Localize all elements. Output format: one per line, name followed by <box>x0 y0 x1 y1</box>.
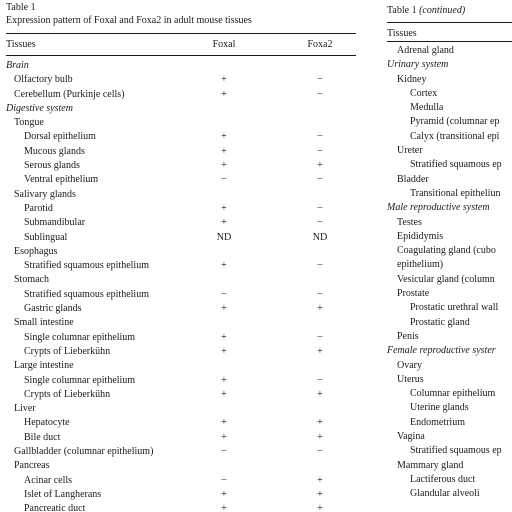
table-row <box>6 288 356 302</box>
continued-top-rule <box>387 22 512 23</box>
foxa1-value: + <box>221 431 227 443</box>
tissue-name: Adrenal gland <box>397 45 454 56</box>
tissue-name: Cerebellum (Purkinje cells) <box>14 88 125 100</box>
tissue-name: Pyramid (columnar ep <box>410 116 500 128</box>
tissue-name: Mucous glands <box>24 145 85 157</box>
table-row <box>6 245 356 259</box>
table-row <box>6 374 356 388</box>
table-row <box>6 231 356 245</box>
continued-table-row <box>387 273 512 287</box>
continued-table-row <box>387 87 512 101</box>
tissue-name: Small intestine <box>14 317 74 329</box>
foxa1-value: + <box>221 388 227 400</box>
continued-table-row <box>387 58 512 72</box>
continued-table-row <box>387 144 512 158</box>
tissue-name: Calyx (transitional epi <box>410 130 500 142</box>
tissue-name: Penis <box>397 330 419 342</box>
tissue-name: Digestive system <box>6 102 73 114</box>
tissue-name: Stratified squamous epithelium <box>24 288 149 300</box>
tissue-name: Uterine glands <box>410 402 469 414</box>
continued-table-row <box>387 359 512 373</box>
continued-table-row <box>387 344 512 358</box>
table-row <box>6 59 356 73</box>
continued-table-label <box>387 5 465 16</box>
continued-table-row <box>387 44 512 58</box>
table-row <box>6 388 356 402</box>
tissue-name: Vagina <box>397 431 425 443</box>
table-row <box>6 488 356 502</box>
continued-table-row <box>387 258 512 272</box>
foxa2-value: − <box>317 260 323 272</box>
table-row <box>6 88 356 102</box>
foxa1-value: + <box>221 145 227 157</box>
tissue-name: Medulla <box>410 102 444 114</box>
tissue-name: Male reproductive system <box>387 202 490 214</box>
tissue-name: Acinar cells <box>24 474 73 486</box>
tissue-name: Tongue <box>14 117 44 129</box>
continued-table-row <box>387 316 512 330</box>
continued-table-row <box>387 130 512 144</box>
foxa1-value: + <box>221 374 227 386</box>
foxa1-value: + <box>221 345 227 357</box>
tissue-name: Parotid <box>24 202 53 214</box>
tissue-name: Bile duct <box>24 431 61 443</box>
tissue-name: Uterus <box>397 373 424 385</box>
table-row <box>6 359 356 373</box>
tissue-name: Gastric glands <box>24 303 82 315</box>
continued-table-row <box>387 487 512 501</box>
continued-table-row <box>387 473 512 487</box>
continued-table-row <box>387 373 512 387</box>
foxa1-value: + <box>221 131 227 143</box>
tissue-name: Liver <box>14 403 36 415</box>
tissue-name: Single columnar epithelium <box>24 331 136 343</box>
foxa1-value: − <box>221 288 227 300</box>
tissue-name: Kidney <box>397 73 427 85</box>
tissue-name: Lactiferous duct <box>410 473 476 485</box>
tissue-name: Urinary system <box>387 59 449 71</box>
table-row <box>6 316 356 330</box>
tissue-name: Gallbladder (columnar epithelium) <box>14 446 154 458</box>
tissue-name: Prostatic gland <box>410 316 470 328</box>
tissue-name: Prostate <box>397 288 430 300</box>
tissue-name: Female reproductive syster <box>387 345 496 357</box>
foxa2-value: − <box>317 288 323 300</box>
continued-table-row <box>387 430 512 444</box>
table-header-rule <box>6 55 356 56</box>
foxa2-value: − <box>317 88 323 100</box>
tissue-name: Transitional epitheliun <box>410 187 501 199</box>
tissue-name: Stratified squamous ep <box>410 159 502 171</box>
continued-table-row <box>387 401 512 415</box>
foxa2-value: − <box>317 174 323 186</box>
table-row <box>6 431 356 445</box>
tissue-name: Ovary <box>397 359 422 371</box>
tissue-name: Stomach <box>14 274 49 286</box>
tissue-name: Serous glands <box>24 160 80 172</box>
table-row <box>6 302 356 316</box>
tissue-name: Testes <box>397 216 422 228</box>
tissue-name: Vesicular gland (column <box>397 273 495 285</box>
table-row <box>6 474 356 488</box>
continued-table-row <box>387 201 512 215</box>
foxa2-value: + <box>317 160 323 172</box>
foxa1-value: + <box>221 160 227 172</box>
foxa2-value: − <box>317 74 323 86</box>
tissue-name: Stratified squamous epithelium <box>24 260 149 272</box>
foxa2-value: − <box>317 217 323 229</box>
table-row <box>6 345 356 359</box>
continued-table-row <box>387 101 512 115</box>
continued-table-body <box>387 44 512 502</box>
tissue-name: Crypts of Lieberkühn <box>24 345 111 357</box>
tissue-name: Coagulating gland (cubo <box>397 245 496 257</box>
tissue-name: Single columnar epithelium <box>24 374 136 386</box>
foxa2-value: − <box>317 145 323 157</box>
continued-table <box>387 0 512 512</box>
tissue-name: Sublingual <box>24 231 68 243</box>
tissue-name: Pancreas <box>14 460 50 472</box>
table-row <box>6 73 356 87</box>
foxa2-value: − <box>317 446 323 458</box>
foxa2-value: − <box>317 131 323 143</box>
table-row <box>6 416 356 430</box>
tissue-name: Dorsal epithelium <box>24 131 96 143</box>
table-row <box>6 145 356 159</box>
continued-table-row <box>387 444 512 458</box>
foxa2-value: + <box>317 345 323 357</box>
continued-table-row <box>387 244 512 258</box>
foxa1-value: − <box>221 174 227 186</box>
table-row <box>6 331 356 345</box>
foxa2-value: + <box>317 431 323 443</box>
foxa2-value: + <box>317 503 323 512</box>
tissue-name: Pancreatic duct <box>24 503 86 512</box>
foxa1-value: − <box>221 474 227 486</box>
tissue-name: Salivary glands <box>14 188 76 200</box>
foxa2-value: ND <box>312 231 328 243</box>
foxa1-value: − <box>221 446 227 458</box>
header-foxa1: Foxal <box>212 39 236 50</box>
tissue-name: Ureter <box>397 145 423 157</box>
continued-table-row <box>387 459 512 473</box>
foxa1-value: + <box>221 331 227 343</box>
foxa2-value: + <box>317 303 323 315</box>
tissue-name: Large intestine <box>14 360 74 372</box>
tissue-name: Submandibular <box>24 217 86 229</box>
foxa1-value: + <box>221 503 227 512</box>
table-row <box>6 188 356 202</box>
foxa1-value: + <box>221 74 227 86</box>
table-row <box>6 159 356 173</box>
table-row <box>6 402 356 416</box>
table-row <box>6 130 356 144</box>
table-row <box>6 459 356 473</box>
continued-table-row <box>387 416 512 430</box>
foxa1-value: + <box>221 217 227 229</box>
foxa1-value: + <box>221 417 227 429</box>
foxa1-value: + <box>221 88 227 100</box>
table-row <box>6 273 356 287</box>
header-tissues: Tissues <box>6 39 36 50</box>
tissue-name: Stratified squamous ep <box>410 445 502 457</box>
tissue-name: Brain <box>6 60 29 71</box>
continued-header-tissues: Tissues <box>387 28 417 39</box>
tissue-name: Islet of Langherans <box>24 488 102 500</box>
tissue-name: Columnar epithelium <box>410 388 496 400</box>
tissue-name: Epididymis <box>397 230 444 242</box>
tissue-name: Endometrium <box>410 416 465 428</box>
tissue-name: Prostatic urethral wall <box>410 302 499 314</box>
header-foxa2: Foxa2 <box>307 39 333 50</box>
foxa2-value: + <box>317 417 323 429</box>
foxa1-value: ND <box>216 231 232 243</box>
tissue-name: Ventral epithelium <box>24 174 99 186</box>
table-row <box>6 202 356 216</box>
tissue-name: epithelium) <box>397 259 444 271</box>
tissue-name: Olfactory bulb <box>14 74 73 86</box>
foxa1-value: + <box>221 260 227 272</box>
continued-table-row <box>387 230 512 244</box>
table-row <box>6 102 356 116</box>
table-row <box>6 502 356 512</box>
tissue-name: Bladder <box>397 173 429 185</box>
table-row <box>6 116 356 130</box>
table-row <box>6 445 356 459</box>
continued-label-text: Table 1 <box>387 5 417 16</box>
tissue-name: Hepatocyte <box>24 417 70 429</box>
foxa1-value: + <box>221 488 227 500</box>
foxa2-value: − <box>317 202 323 214</box>
tissue-name: Crypts of Lieberkühn <box>24 388 111 400</box>
continued-table-row <box>387 216 512 230</box>
continued-label-suffix: (continued) <box>419 5 466 16</box>
continued-table-row <box>387 330 512 344</box>
table-row <box>6 259 356 273</box>
continued-table-row <box>387 301 512 315</box>
table-body <box>6 59 356 512</box>
foxa1-value: + <box>221 202 227 214</box>
foxa2-value: + <box>317 388 323 400</box>
continued-table-row <box>387 158 512 172</box>
table-top-rule <box>6 33 356 34</box>
tissue-name: Mammary gland <box>397 459 464 471</box>
foxa2-value: + <box>317 474 323 486</box>
table-label: Table 1 <box>6 2 36 13</box>
tissue-name: Esophagus <box>14 245 58 257</box>
continued-table-row <box>387 73 512 87</box>
continued-table-row <box>387 187 512 201</box>
continued-header-rule <box>387 41 512 42</box>
continued-table-row <box>387 287 512 301</box>
continued-table-row <box>387 115 512 129</box>
table-header-row <box>6 39 356 51</box>
table-row <box>6 173 356 187</box>
foxa1-value: + <box>221 303 227 315</box>
continued-table-row <box>387 387 512 401</box>
continued-table-row <box>387 173 512 187</box>
foxa2-value: − <box>317 331 323 343</box>
table-row <box>6 216 356 230</box>
foxa2-value: + <box>317 488 323 500</box>
foxa2-value: − <box>317 374 323 386</box>
tissue-name: Cortex <box>410 87 438 99</box>
table-title: Expression pattern of Foxal and Foxa2 in adult mouse tissues <box>6 15 252 26</box>
tissue-name: Glandular alveoli <box>410 488 480 500</box>
